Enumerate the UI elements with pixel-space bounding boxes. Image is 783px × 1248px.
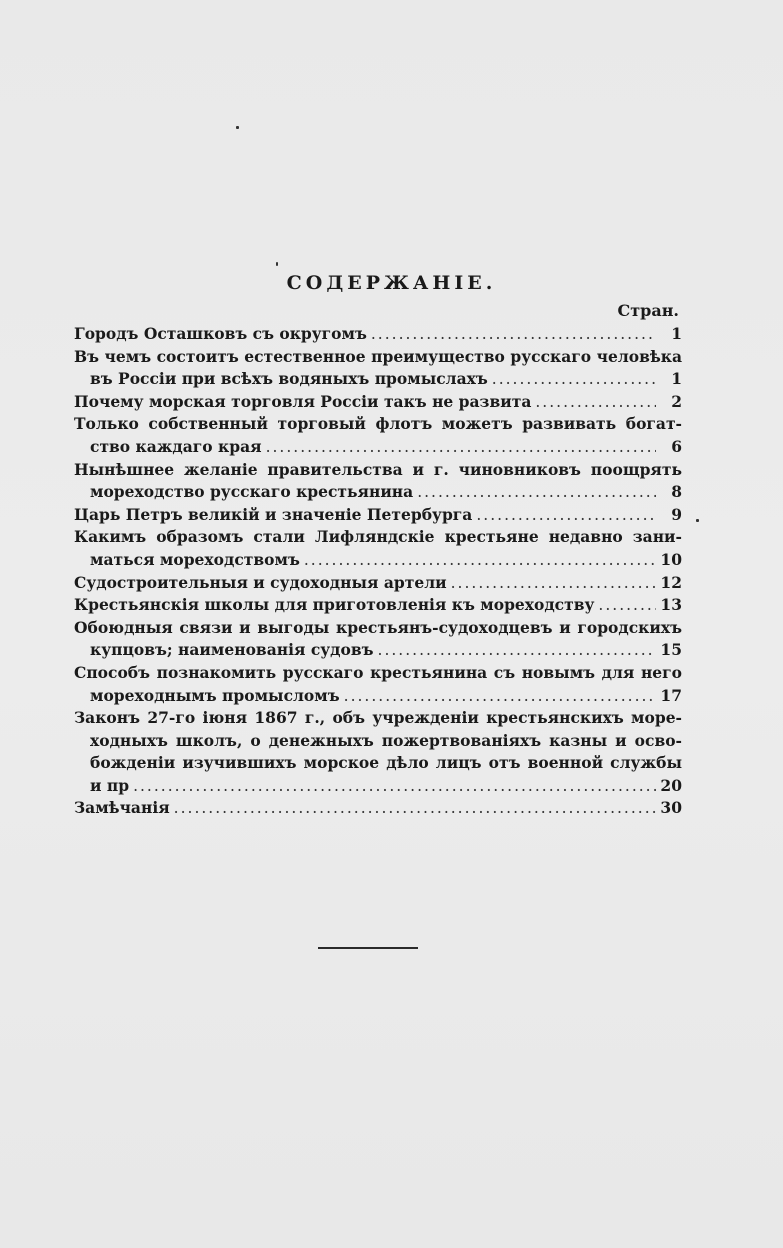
toc-entry-text: Нынѣшнее желаніе правительства и г. чиновниковъ поощрять xyxy=(74,459,682,479)
dot-leader xyxy=(344,685,656,708)
toc-page-number: 8 xyxy=(671,482,682,502)
toc-page-number: 1 xyxy=(671,324,682,343)
table-of-contents xyxy=(74,323,682,820)
toc-entry-text: божденіи изучившихъ морское дѣло лицъ отъ военной службы xyxy=(90,753,682,773)
toc-entry-text: Только собственный торговый флотъ можетъ развивать богат- xyxy=(74,414,682,434)
toc-entry-text: Законъ 27-го іюня 1867 г., объ учрежденіи крестьянскихъ море- xyxy=(74,708,682,728)
toc-entry xyxy=(74,797,682,820)
toc-page-number: 20 xyxy=(660,775,682,795)
toc-entry xyxy=(74,323,682,346)
toc-entry xyxy=(74,707,682,797)
toc-entry xyxy=(74,617,682,662)
toc-entry xyxy=(74,459,682,504)
toc-entry xyxy=(74,391,682,414)
toc-entry xyxy=(74,662,682,707)
toc-entry-text: Городъ Осташковъ съ округомъ xyxy=(74,324,367,343)
toc-entry-text: Способъ познакомить русскаго крестьянина съ новымъ для него xyxy=(74,662,682,682)
toc-page-number: 9 xyxy=(671,504,682,524)
dot-leader xyxy=(417,481,656,504)
toc-entry xyxy=(74,504,682,527)
toc-entry xyxy=(74,346,682,391)
dot-leader xyxy=(371,323,656,346)
dot-leader xyxy=(266,436,656,459)
dot-leader xyxy=(535,391,656,414)
toc-page-number: 12 xyxy=(660,572,682,592)
toc-entry-text: Замѣчанія xyxy=(74,798,170,818)
toc-entry-text: маться мореходствомъ xyxy=(90,549,300,569)
toc-entry xyxy=(74,594,682,617)
toc-entry-text: купцовъ; наименованія судовъ xyxy=(90,640,374,660)
toc-entry-text: Судостроительныя и судоходныя артели xyxy=(74,572,447,592)
dot-leader xyxy=(476,504,656,527)
ink-speck xyxy=(236,126,239,129)
toc-entry-text: ходныхъ школъ, о денежныхъ пожертвованіяхъ казны и осво- xyxy=(90,730,682,750)
toc-entry-text: Царь Петръ великій и значеніе Петербурга xyxy=(74,504,473,524)
toc-entry-text: Обоюдныя связи и выгоды крестьянъ-судоходцевъ и городскихъ xyxy=(74,617,682,637)
toc-entry xyxy=(74,413,682,458)
dot-leader xyxy=(492,368,656,391)
dot-leader xyxy=(451,572,656,595)
toc-entry-text: мореходство русскаго крестьянина xyxy=(90,482,414,502)
toc-entry-text: Почему морская торговля Россіи такъ не развита xyxy=(74,391,532,411)
toc-entry-text: Какимъ образомъ стали Лифляндскіе крестьяне недавно зани- xyxy=(74,527,682,547)
toc-page-number: 30 xyxy=(660,798,682,818)
toc-entry-text: ство каждаго края xyxy=(90,436,262,456)
page-title: СОДЕРЖАНІЕ. xyxy=(286,272,497,294)
page-column-label: Стран. xyxy=(617,301,679,320)
toc-page-number: 17 xyxy=(660,685,682,705)
toc-entry-text: Крестьянскія школы для приготовленія къ мореходству xyxy=(74,595,595,615)
closing-rule xyxy=(318,947,418,949)
toc-entry-text: мореходнымъ промысломъ xyxy=(90,685,340,705)
dot-leader xyxy=(304,549,656,572)
toc-entry-text: въ Россіи при всѣхъ водяныхъ промыслахъ xyxy=(90,369,488,389)
toc-entry-text: и пр xyxy=(90,775,130,795)
ink-speck xyxy=(696,519,699,522)
dot-leader xyxy=(174,797,656,820)
toc-page-number: 6 xyxy=(671,436,682,456)
toc-page-number: 13 xyxy=(660,595,682,615)
toc-entry xyxy=(74,526,682,571)
dot-leader xyxy=(133,775,656,798)
toc-page-number: 15 xyxy=(660,640,682,660)
toc-page-number: 1 xyxy=(671,369,682,389)
toc-page-number: 10 xyxy=(660,549,682,569)
dot-leader xyxy=(598,594,656,617)
dot-leader xyxy=(378,639,656,662)
toc-entry xyxy=(74,572,682,595)
toc-page-number: 2 xyxy=(671,391,682,411)
toc-entry-text: Въ чемъ состоитъ естественное преимущество русскаго человѣка xyxy=(74,346,682,366)
ink-speck xyxy=(276,262,278,266)
